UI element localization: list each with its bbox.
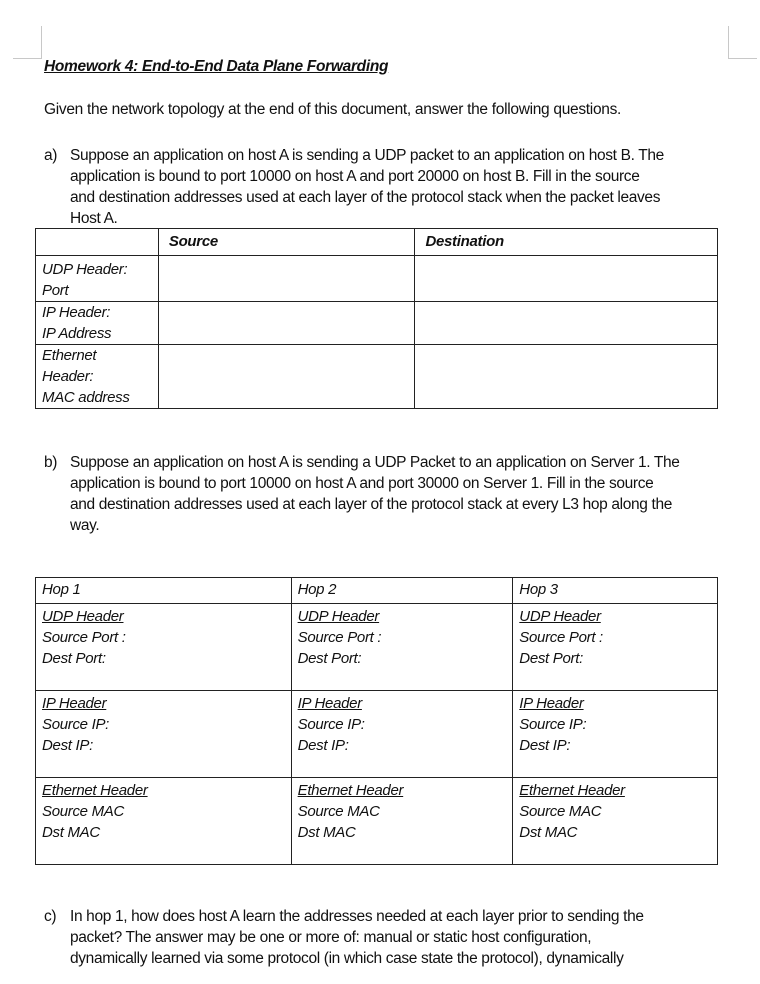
hop-3-udp-cell[interactable] — [513, 604, 718, 691]
source-ip-label: Source IP: — [297, 716, 365, 733]
row-label-line: UDP Header: — [42, 261, 128, 278]
dst-mac-label: Dst MAC — [519, 824, 578, 841]
hop-3-ethernet-cell[interactable] — [513, 778, 718, 865]
source-mac-label: Source MAC — [297, 803, 380, 820]
table-a-row-label-udp — [36, 256, 159, 302]
ethernet-header-label: Ethernet Header — [297, 782, 404, 799]
question-a-line: Suppose an application on host A is sending a UDP packet to an application on host B. The — [70, 147, 664, 164]
dest-ip-label: Dest IP: — [297, 737, 349, 754]
dest-ip-label: Dest IP: — [519, 737, 571, 754]
source-ip-label: Source IP: — [42, 716, 110, 733]
question-a-line: Host A. — [70, 210, 118, 227]
question-b-letter: b) — [44, 454, 58, 471]
hop-table-b — [35, 577, 718, 865]
row-label-line: Header: — [42, 368, 94, 385]
document-title: Homework 4: End-to-End Data Plane Forwarding — [44, 58, 389, 75]
ip-source-cell[interactable] — [158, 302, 415, 345]
udp-destination-cell[interactable] — [415, 256, 718, 302]
page-corner-mark-top-left — [13, 26, 42, 59]
question-a-letter: a) — [44, 147, 58, 164]
dst-mac-label: Dst MAC — [42, 824, 100, 841]
question-b-line: and destination addresses used at each layer of the protocol stack at every L3 hop along the — [70, 496, 672, 513]
dest-port-label: Dest Port: — [42, 650, 106, 667]
source-port-label: Source Port : — [42, 629, 126, 646]
hop-2-udp-cell[interactable] — [291, 604, 513, 691]
intro-text: Given the network topology at the end of this document, answer the following questions. — [44, 101, 622, 118]
row-label-line: Ethernet — [42, 347, 97, 364]
source-mac-label: Source MAC — [42, 803, 125, 820]
question-c-letter: c) — [44, 908, 57, 925]
table-a-row-label-ethernet — [36, 345, 159, 409]
page-corner-mark-top-right — [728, 26, 757, 59]
hop-3-header: Hop 3 — [513, 578, 718, 604]
ip-header-label: IP Header — [519, 695, 584, 712]
ip-header-label: IP Header — [42, 695, 107, 712]
udp-source-cell[interactable] — [158, 256, 415, 302]
question-a-line: and destination addresses used at each layer of the protocol stack when the packet leaves — [70, 189, 661, 206]
hop-1-udp-cell[interactable] — [36, 604, 292, 691]
udp-header-label: UDP Header — [519, 608, 601, 625]
row-label-line: IP Address — [42, 325, 112, 342]
hop-2-ip-cell[interactable] — [291, 691, 513, 778]
source-port-label: Source Port : — [297, 629, 382, 646]
ip-destination-cell[interactable] — [415, 302, 718, 345]
hop-2-header: Hop 2 — [291, 578, 513, 604]
row-label-line: Port — [42, 282, 69, 299]
hop-1-ethernet-cell[interactable] — [36, 778, 292, 865]
dest-port-label: Dest Port: — [297, 650, 362, 667]
question-b-line: way. — [70, 517, 100, 534]
hop-2-ethernet-cell[interactable] — [291, 778, 513, 865]
dest-port-label: Dest Port: — [519, 650, 583, 667]
source-port-label: Source Port : — [519, 629, 603, 646]
table-a-col-source: Source — [158, 229, 415, 256]
table-a-corner-cell — [36, 229, 159, 256]
question-c-line: dynamically learned via some protocol (in which case state the protocol), dynamically — [70, 950, 624, 967]
hop-3-ip-cell[interactable] — [513, 691, 718, 778]
table-a-col-destination: Destination — [415, 229, 718, 256]
udp-header-label: UDP Header — [42, 608, 124, 625]
hop-1-header: Hop 1 — [36, 578, 292, 604]
address-table-a — [35, 228, 718, 409]
question-b-line: application is bound to port 10000 on host A and port 30000 on Server 1. Fill in the source — [70, 475, 654, 492]
source-ip-label: Source IP: — [519, 716, 587, 733]
udp-header-label: UDP Header — [297, 608, 380, 625]
question-a — [44, 145, 734, 229]
row-label-line: IP Header: — [42, 304, 111, 321]
table-a-row-label-ip — [36, 302, 159, 345]
question-b-line: Suppose an application on host A is sending a UDP Packet to an application on Server 1. The — [70, 454, 680, 471]
question-c — [44, 906, 734, 969]
question-c-line: packet? The answer may be one or more of: manual or static host configuration, — [70, 929, 592, 946]
source-mac-label: Source MAC — [519, 803, 602, 820]
mac-source-cell[interactable] — [158, 345, 415, 409]
ethernet-header-label: Ethernet Header — [42, 782, 148, 799]
mac-destination-cell[interactable] — [415, 345, 718, 409]
row-label-line: MAC address — [42, 389, 130, 406]
hop-1-ip-cell[interactable] — [36, 691, 292, 778]
ethernet-header-label: Ethernet Header — [519, 782, 625, 799]
dst-mac-label: Dst MAC — [297, 824, 356, 841]
ip-header-label: IP Header — [297, 695, 362, 712]
question-c-line: In hop 1, how does host A learn the addresses needed at each layer prior to sending the — [70, 908, 644, 925]
question-b — [44, 452, 734, 536]
dest-ip-label: Dest IP: — [42, 737, 93, 754]
question-a-line: application is bound to port 10000 on host A and port 20000 on host B. Fill in the source — [70, 168, 640, 185]
